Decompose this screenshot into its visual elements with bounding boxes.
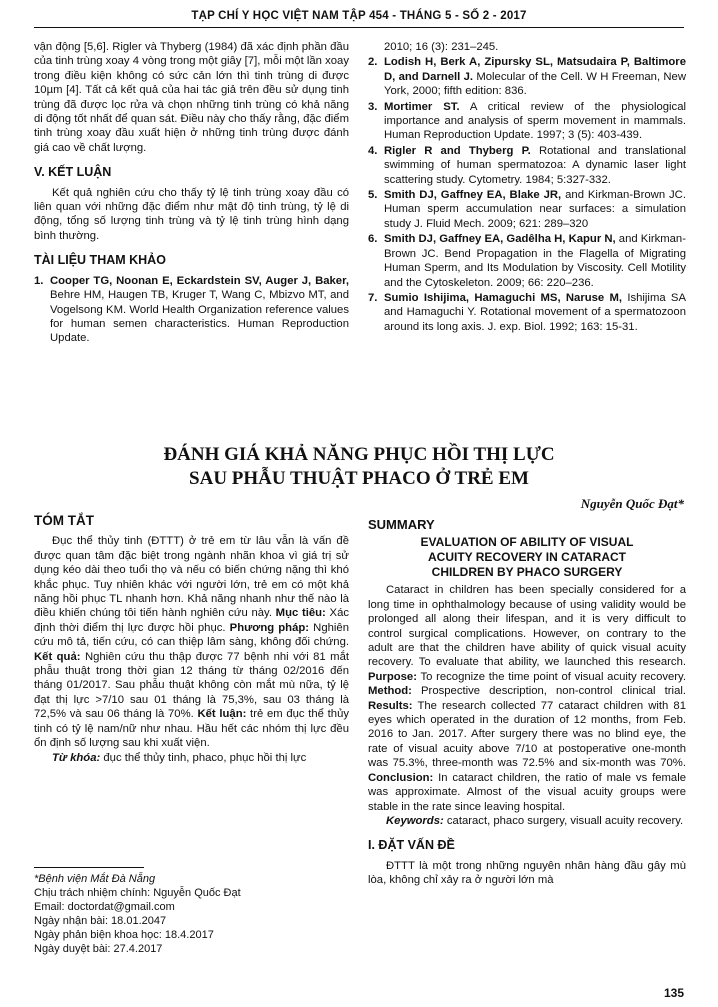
english-title-line-2: ACUITY RECOVERY IN CATARACT (427, 550, 626, 565)
accepted-date: Ngày duyệt bài: 27.4.2017 (34, 943, 163, 955)
abstract-english (368, 518, 686, 888)
abstract-vi-intro: Đục thể thủy tinh (ĐTTT) ở trẻ em từ lâu vẫn là vấn đề được quan tâm đặc biệt trong ngành nhãn khoa vì giá trị sử dụng kéo dài theo tuổi thọ và nếu có biến chứng nặng thì khó khắc phục. Tuy nhiên khác với người lớn, trẻ em có một khả năng hồi phục TL nhanh hơn. Khả năng nhanh như thế nào là điều khiến chúng tôi tiến hành nghiên cứu này. (34, 535, 349, 620)
reference-authors: Lodish H, Berk A, Zipursky SL, Matsudaira P, Baltimore D, and Darnell J. (384, 56, 686, 83)
reference-7 (368, 291, 686, 334)
reference-details: Rotational and translational swimming of human spermatozoa: A dynamic laser light scattering study. Cytometry. 1984; 5:327-332. (384, 144, 686, 186)
objective-label: Mục tiêu: (275, 607, 326, 620)
conclusion-text-en: In cataract children, the ratio of male vs female was approximate. Almost of the visual acuity groups were stable in the rate since leaving hospital. (368, 771, 686, 813)
reference-2 (368, 55, 686, 98)
reference-authors: Mortimer ST. (384, 100, 460, 113)
introduction-heading: I. ĐẶT VẤN ĐỀ (368, 838, 455, 853)
journal-header: TẠP CHÍ Y HỌC VIỆT NAM TẬP 454 - THÁNG 5 - SỐ 2 - 2017 (191, 10, 527, 22)
method-text: Nghiên cứu mô tả, tiến cứu, có can thiệp lâm sàng, không đối chứng. (34, 621, 349, 649)
keywords-en (368, 814, 686, 828)
affiliation: *Bệnh viện Mắt Đà Nẵng (34, 873, 156, 885)
reference-1-continued (368, 40, 686, 54)
conclusion-label: Kết luận: (197, 708, 247, 721)
keywords-en-label: Keywords: (386, 814, 444, 827)
right-column-top (368, 40, 686, 335)
abstract-vi-body (34, 534, 349, 750)
objective-text: Xác định thời điểm thị lực được hồi phục. (34, 607, 349, 634)
reference-authors: Rigler R and Thyberg P. (384, 144, 531, 157)
reference-details: and Kirkman-Brown JC. Bend Propagation in the Flagella of Migrating Human Sperm, and Its Modulation by Viscosity. Cell Motility and the Cytoskeleton. 2009; 66: 220–236. (384, 233, 686, 289)
reference-details: Ishijima SA and Hamaguchi Y. Rotational movement of a spermatozoon around its long axis. J. exp. Biol. 1992; 163: 15-31. (384, 291, 687, 333)
reference-number: 2. (368, 56, 378, 69)
keywords-vi (34, 751, 349, 765)
responsible-author: Chịu trách nhiệm chính: Nguyễn Quốc Đạt (34, 887, 241, 899)
reference-details: and Kirkman-Brown JC. Human sperm accumulation near surfaces: a simulation study J. Fluid Mech. 2009; 621: 289–320 (384, 189, 686, 230)
keywords-vi-text: đục thể thủy tinh, phaco, phục hồi thị lực (100, 751, 307, 764)
page-number: 135 (663, 986, 684, 1000)
discussion-paragraph: vận động [5,6]. Rigler và Thyberg (1984) đã xác định phần đầu của tinh trùng xoay 4 vòng trong một giây [7], mỗi một lần xoay trong điều kiện không có sức cản lớn thì tinh trùng di được 10µm [4]. Tất cả kết quả của hai tác giả trên đều sử dụng tinh trùng đã được lọc rửa và chọn những tinh trùng có khả năng di động tốt nhất để quan sát. Điều này cho thấy rằng, đặc điểm tinh trùng xoay đầu xuất hiện ở những tinh trùng được đánh giá cao về chất lượng. (34, 41, 349, 154)
keywords-en-text: cataract, phaco surgery, visuall acuity recovery. (443, 814, 684, 827)
article-title-line-2: SAU PHẪU THUẬT PHACO Ở TRẺ EM (189, 468, 529, 489)
reference-6 (368, 232, 686, 290)
purpose-text: To recognize the time point of visual acuity recovery. (416, 670, 686, 683)
reference-details: Molecular of the Cell. W H Freeman, New York, 2000; fifth edition: 836. (384, 70, 686, 98)
english-title-line-3: CHILDREN BY PHACO SURGERY (431, 565, 623, 580)
reference-number: 3. (368, 100, 378, 113)
method-text-en: Prospective description, non-control clinical trial. (411, 685, 686, 698)
method-label: Phương pháp: (229, 621, 310, 634)
reference-number: 7. (368, 291, 378, 304)
results-text: Nghiên cứu thu thập được 77 bệnh nhi với 81 mắt phẫu thuật trong thời gian 12 tháng từ tháng 02/2016 đến tháng 01/2017. Sau phẫu thuật không còn mắt mù nữa, tỷ lệ đạt thị lực >7/10 sau 01 tháng là 75,3%, sau 03 tháng là 72,5% và sau 06 tháng là 70%. (34, 650, 349, 721)
reference-number: 6. (368, 233, 378, 246)
article-title-line-1: ĐÁNH GIÁ KHẢ NĂNG PHỤC HỒI THỊ LỰC (163, 444, 555, 465)
english-title-line-1: EVALUATION OF ABILITY OF VISUAL (420, 535, 634, 550)
conclusion-label-en: Conclusion: (368, 771, 434, 784)
abstract-en-intro: Cataract in children has been specially considered for a long time in ophthalmology because of using validity would be prolonged all along their lifespan, and it is very difficult to control surgical complications. However, on contrary to the adult are that the children have ability of quick visual acuity recovery. To evaluate that ability, we launched this research. (368, 584, 686, 669)
footnote-rule (34, 867, 144, 868)
abstract-en-body (368, 583, 686, 814)
reference-4 (368, 144, 686, 187)
received-date: Ngày nhận bài: 18.01.2047 (34, 915, 167, 927)
article-author: Nguyễn Quốc Đạt* (580, 496, 684, 511)
reference-5 (368, 188, 686, 231)
summary-heading: SUMMARY (368, 517, 435, 532)
conclusion-paragraph: Kết quả nghiên cứu cho thấy tỷ lệ tinh trùng xoay đầu có liên quan với những đặc điểm như mật độ tinh trùng, tỷ lệ di động, tổng số lượng tinh trùng và tỷ lệ tinh trùng hình dạng bình thường. (34, 186, 349, 242)
results-label-en: Results: (368, 699, 413, 712)
reference-1 (34, 274, 349, 346)
results-label: Kết quả: (34, 650, 81, 663)
english-title (368, 535, 686, 580)
reference-3 (368, 100, 686, 143)
introduction-paragraph: ĐTTT là một trong những nguyên nhân hàng đầu gây mù lòa, không chỉ xảy ra ở người lớn mà (368, 859, 686, 887)
method-label-en: Method: (368, 685, 412, 698)
review-date: Ngày phản biện khoa học: 18.4.2017 (34, 929, 214, 941)
reference-number: 1. (34, 274, 44, 287)
reference-number: 4. (368, 144, 378, 157)
left-column-top (34, 40, 349, 347)
author-email: Email: doctordat@gmail.com (34, 901, 175, 913)
reference-authors: Sumio Ishijima, Hamaguchi MS, Naruse M, (384, 291, 623, 304)
reference-authors: Cooper TG, Noonan E, Eckardstein SV, Auger J, Baker, (50, 274, 349, 287)
abstract-vietnamese (34, 514, 349, 765)
reference-authors: Smith DJ, Gaffney EA, Gadêlha H, Kapur N, (384, 233, 616, 246)
reference-authors: Smith DJ, Gaffney EA, Blake JR, (384, 189, 562, 202)
abstract-vi-heading: TÓM TẮT (34, 513, 94, 528)
results-text-en: The research collected 77 cataract children with 81 eyes which operated in the duration of 12 months, from Feb. 2016 to Jan. 2017. After surgery there was no blind eye, the rate of visual acuity above 7/10 at postoperative one-month was 75.3%, three-month was 72.5% and six-month was 70%. (368, 699, 686, 770)
reference-number: 5. (368, 189, 378, 202)
purpose-label: Purpose: (368, 670, 417, 683)
header-rule (34, 27, 684, 28)
reference-details: 2010; 16 (3): 231–245. (384, 41, 499, 53)
keywords-vi-label: Từ khóa: (52, 751, 101, 764)
conclusion-text: trẻ em đục thể thủy tinh có tỷ lệ nam/nữ như nhau. Hầu hết các nhóm thị lực đều ổn định số lượng sau khi xuất viện. (34, 708, 350, 750)
conclusion-heading: V. KẾT LUẬN (34, 165, 112, 180)
reference-details: A critical review of the physiological importance and analysis of sperm movement in mammals. Human Reproduction Update. 1997; 3 (5): 403-439. (384, 100, 686, 142)
references-heading: TÀI LIỆU THAM KHẢO (34, 253, 166, 268)
footnotes (34, 872, 344, 956)
reference-details: Behre HM, Haugen TB, Kruger T, Wang C, Mbizvo MT, and Vogelsong KM. World Health Organization reference values for human semen characteristics. Human Reproduction Update. (50, 289, 349, 345)
